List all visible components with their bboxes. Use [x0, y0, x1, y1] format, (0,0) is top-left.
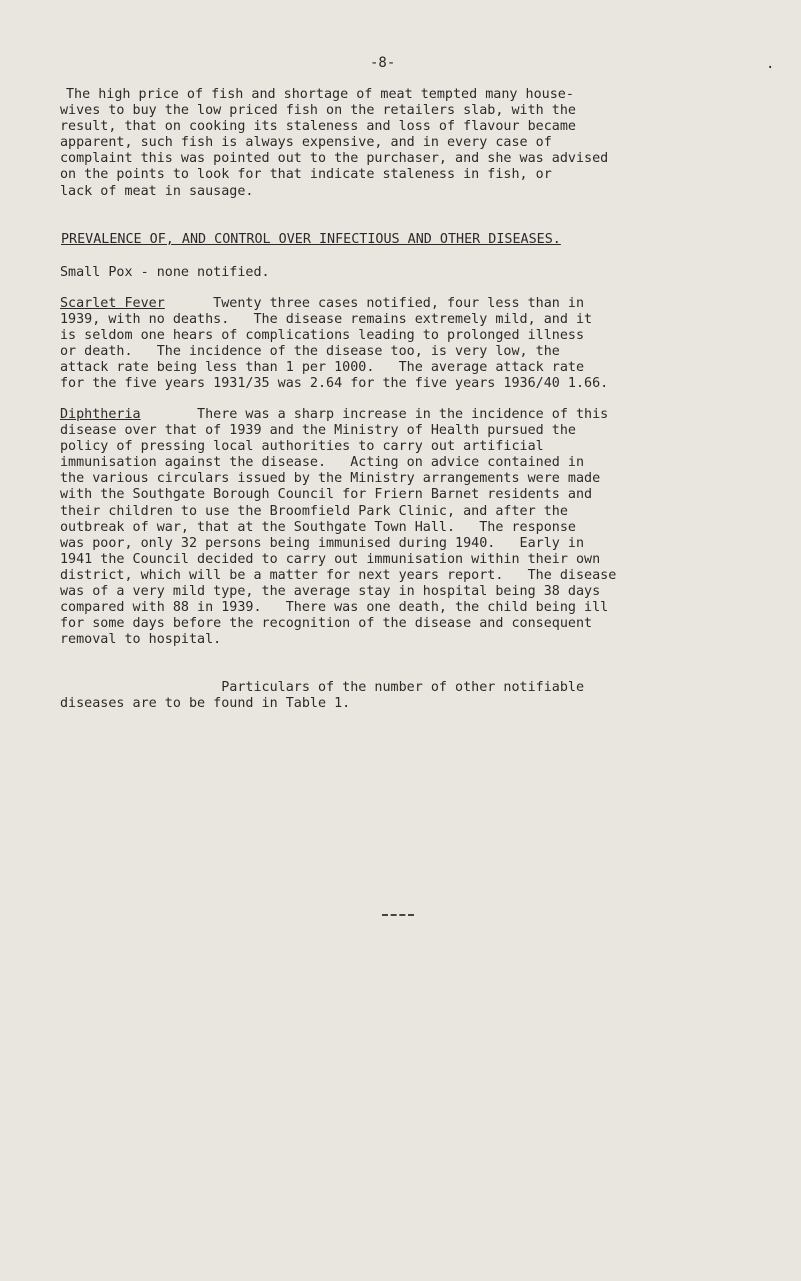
- text-line: immunisation against the disease. Acting on advice contained in: [60, 455, 585, 471]
- corner-mark: .: [766, 56, 775, 72]
- text-line: removal to hospital.: [60, 632, 222, 648]
- text-line: for some days before the recognition of the disease and consequent: [60, 616, 593, 632]
- text-line: policy of pressing local authorities to carry out artificial: [60, 439, 544, 455]
- small-pox-label: Small Pox: [60, 265, 133, 280]
- text-line: compared with 88 in 1939. There was one death, the child being ill: [60, 600, 609, 616]
- text-line: 1939, with no deaths. The disease remains extremely mild, and it: [60, 312, 593, 328]
- text-line: district, which will be a matter for next years report. The disease: [60, 567, 617, 583]
- text-line: with the Southgate Borough Council for Friern Barnet residents and: [60, 487, 593, 503]
- end-rule: [382, 914, 414, 916]
- text-line: is seldom one hears of complications leading to prolonged illness: [60, 328, 585, 344]
- text-line: apparent, such fish is always expensive, and in every case of: [60, 135, 552, 151]
- text-line: attack rate being less than 1 per 1000. The average attack rate: [60, 360, 585, 376]
- text-line: on the points to look for that indicate staleness in fish, or: [60, 167, 552, 183]
- other-diseases-paragraph: [60, 680, 760, 712]
- small-pox-text: - none notified.: [132, 265, 270, 280]
- text-line: outbreak of war, that at the Southgate Town Hall. The response: [60, 519, 576, 535]
- text-line: wives to buy the low priced fish on the retailers slab, with the: [60, 103, 576, 119]
- text-line: lack of meat in sausage.: [60, 183, 254, 199]
- section-heading: PREVALENCE OF, AND CONTROL OVER INFECTIOUS AND OTHER DISEASES.: [61, 232, 561, 247]
- text-line: was of a very mild type, the average stay in hospital being 38 days: [60, 584, 601, 600]
- text-line: disease over that of 1939 and the Ministry of Health pursued the: [60, 423, 576, 439]
- scarlet-fever-first-line: Twenty three cases notified, four less than in: [164, 296, 585, 311]
- diphtheria-first-line: There was a sharp increase in the incidence of this: [140, 407, 609, 422]
- text-line: their children to use the Broomfield Park Clinic, and after the: [60, 503, 568, 519]
- text-line: or death. The incidence of the disease too, is very low, the: [60, 344, 560, 360]
- scarlet-fever-label: Scarlet Fever: [60, 296, 165, 311]
- diphtheria-paragraph: [60, 407, 760, 648]
- text-line: was poor, only 32 persons being immunised during 1940. Early in: [60, 535, 585, 551]
- text-line: result, that on cooking its staleness and loss of flavour became: [60, 119, 576, 135]
- page-number: -8-: [370, 55, 396, 71]
- intro-paragraph: [60, 87, 760, 200]
- scarlet-fever-paragraph: [60, 296, 760, 393]
- text-line: The high price of fish and shortage of meat tempted many house-: [66, 87, 574, 102]
- text-line: Particulars of the number of other notifiable: [60, 680, 585, 695]
- text-line: for the five years 1931/35 was 2.64 for the five years 1936/40 1.66.: [60, 376, 609, 392]
- text-line: the various circulars issued by the Ministry arrangements were made: [60, 471, 601, 487]
- text-line: complaint this was pointed out to the purchaser, and she was advised: [60, 151, 609, 167]
- diphtheria-label: Diphtheria: [60, 407, 141, 422]
- small-pox-paragraph: [60, 265, 760, 281]
- text-line: diseases are to be found in Table 1.: [60, 696, 351, 712]
- text-line: 1941 the Council decided to carry out immunisation within their own: [60, 551, 601, 567]
